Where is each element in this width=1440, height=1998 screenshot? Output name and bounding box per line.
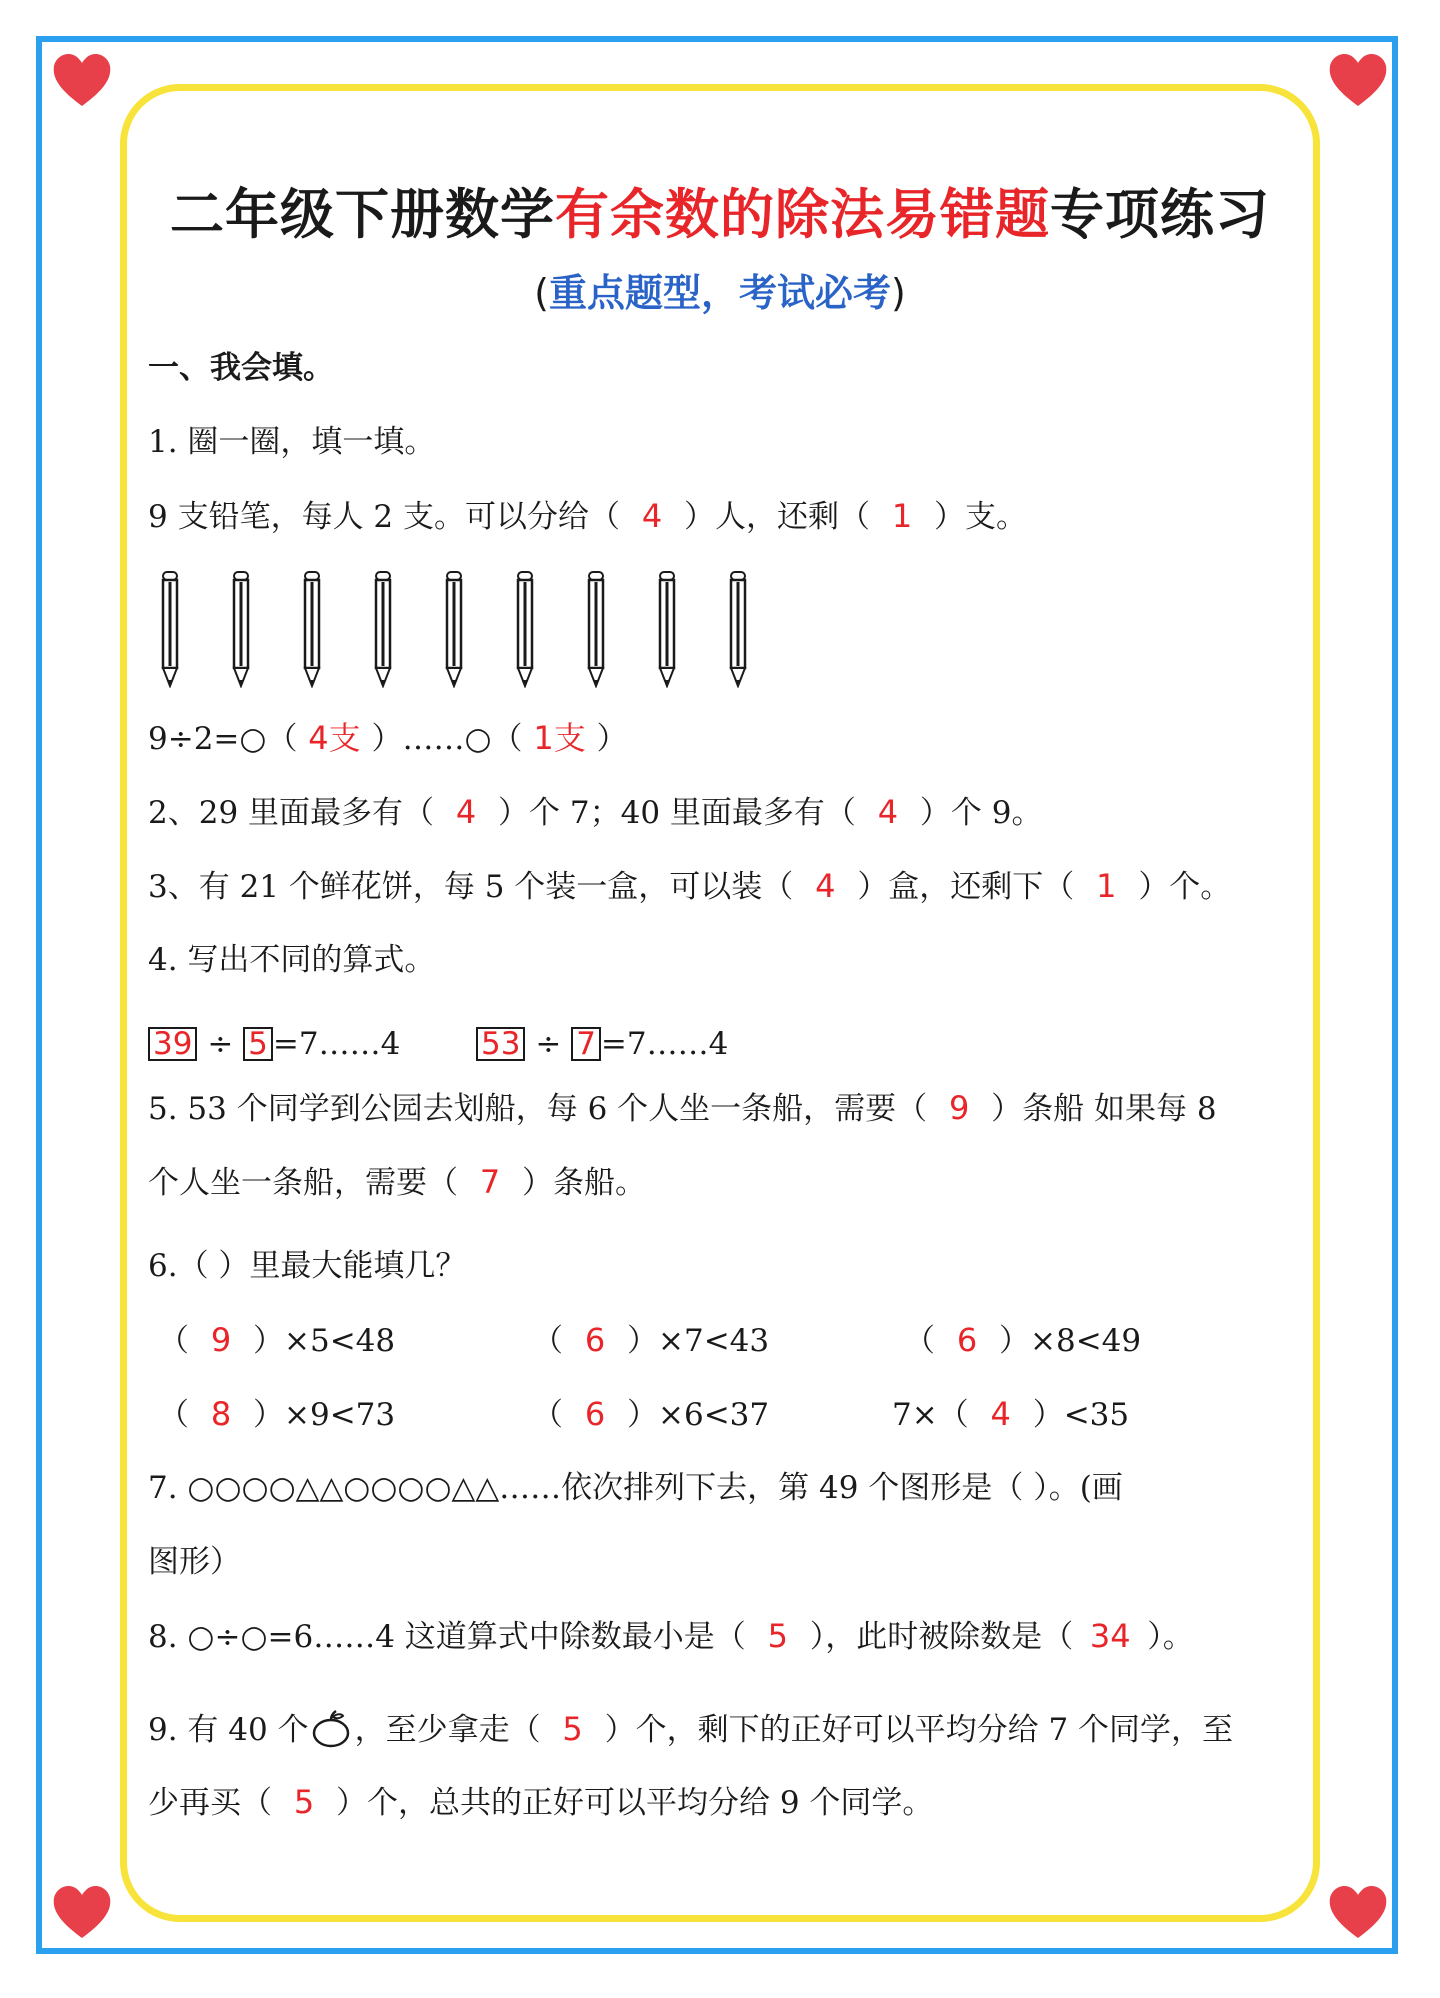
q2: 2、29 里面最多有（ 4 ）个 7；40 里面最多有（ 4 ）个 9。 — [148, 793, 1043, 831]
answer: 9 — [948, 1089, 970, 1127]
q7-line1: 7. ○○○○△△○○○○△△……依次排列下去，第 49 个图形是（ ）。(画 — [148, 1470, 1123, 1506]
q9-line1: 9. 有 40 个 ，至少拿走（ 5 ）个，剩下的正好可以平均分给 7 个同学，至 — [148, 1710, 1234, 1748]
answer: 4 — [641, 497, 663, 535]
page-title: 二年级下册数学有余数的除法易错题专项练习 — [170, 183, 1270, 246]
answer: 5 — [767, 1617, 788, 1655]
heart-icon — [1326, 1880, 1390, 1944]
answer: 5 — [562, 1710, 583, 1748]
pencil-icon — [231, 570, 251, 688]
q6-label: 6.（ ）里最大能填几？ — [148, 1248, 467, 1284]
answer: 34 — [1089, 1617, 1131, 1655]
q6-item: （ 8 ）×9<73 — [158, 1395, 396, 1433]
q5-line1: 5. 53 个同学到公园去划船，每 6 个人坐一条船，需要（ 9 ）条船 如果每 8 — [148, 1089, 1217, 1127]
pencil-icon — [444, 570, 464, 688]
q6-item: 7×（ 4 ）<35 — [892, 1395, 1130, 1433]
answer-box: 53 — [476, 1027, 525, 1061]
q6-item: （ 6 ）×6<37 — [532, 1395, 770, 1433]
pencil-icon — [657, 570, 677, 688]
q1-label: 1. 圈一圈，填一填。 — [148, 424, 436, 460]
answer: 4 — [877, 793, 899, 831]
q1-sentence: 9 支铅笔，每人 2 支。可以分给（ 4 ）人，还剩（ 1 ）支。 — [148, 497, 1028, 535]
q5-line2: 个人坐一条船，需要（ 7 ）条船。 — [148, 1163, 646, 1201]
apple-icon — [309, 1708, 355, 1748]
answer: 4 — [990, 1395, 1011, 1433]
pencil-icon — [373, 570, 393, 688]
pencil-icon — [515, 570, 535, 688]
section-heading: 一、我会填。 — [148, 350, 334, 386]
answer-box: 39 — [148, 1027, 197, 1061]
heart-icon — [50, 1880, 114, 1944]
pencil-row — [160, 570, 780, 688]
q6-item: （ 9 ）×5<48 — [158, 1321, 396, 1359]
pencil-icon — [728, 570, 748, 688]
answer: 4支 — [308, 719, 361, 757]
answer: 6 — [584, 1395, 606, 1433]
answer-box: 7 — [571, 1027, 601, 1061]
q4-label: 4. 写出不同的算式。 — [148, 942, 436, 978]
page-subtitle: (重点题型，考试必考) — [534, 271, 906, 315]
answer: 6 — [956, 1321, 978, 1359]
heart-icon — [1326, 48, 1390, 112]
answer: 1支 — [533, 719, 586, 757]
answer-box: 5 — [243, 1027, 273, 1061]
q1-equation: 9÷2=○（ 4支 ）……○（ 1支 ） — [148, 719, 628, 757]
q8: 8. ○÷○=6……4 这道算式中除数最小是（ 5 ），此时被除数是（ 34 ）。 — [148, 1617, 1194, 1655]
q3: 3、有 21 个鲜花饼，每 5 个装一盒，可以装（ 4 ）盒，还剩下（ 1 ）个。 — [148, 867, 1232, 905]
q7-line2: 图形） — [148, 1544, 241, 1580]
answer: 7 — [479, 1163, 501, 1201]
answer: 4 — [455, 793, 477, 831]
heart-icon — [50, 48, 114, 112]
pencil-icon — [586, 570, 606, 688]
answer: 5 — [293, 1783, 315, 1821]
answer: 4 — [815, 867, 836, 905]
answer: 1 — [1096, 867, 1117, 905]
answer: 9 — [210, 1321, 232, 1359]
q6-item: （ 6 ）×7<43 — [532, 1321, 770, 1359]
q6-item: （ 6 ）×8<49 — [904, 1321, 1142, 1359]
pencil-icon — [160, 570, 180, 688]
answer: 1 — [891, 497, 913, 535]
q9-line2: 少再买（ 5 ）个，总共的正好可以平均分给 9 个同学。 — [148, 1783, 934, 1821]
answer: 8 — [210, 1395, 232, 1433]
pencil-icon — [302, 570, 322, 688]
q4-expressions: 39 ÷ 5 =7……4 53 ÷ 7 =7……4 — [148, 1024, 728, 1064]
answer: 6 — [584, 1321, 606, 1359]
